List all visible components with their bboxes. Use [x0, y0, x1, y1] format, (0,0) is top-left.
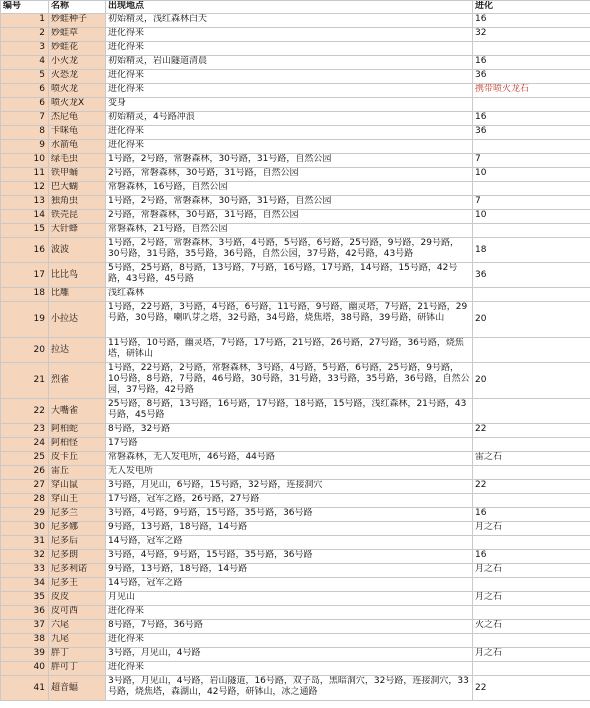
table-row [1, 606, 590, 620]
cell-name: 小火龙 [49, 56, 106, 70]
cell-location [106, 508, 473, 522]
cell-num: 25 [1, 452, 49, 466]
table-row [1, 168, 590, 182]
cell-num: 17 [1, 263, 49, 288]
cell-evolve: 16 [473, 14, 590, 28]
location-text: 进化得来 [108, 28, 145, 38]
table-row [1, 480, 590, 494]
cell-evolve [473, 42, 590, 56]
cell-name: 大嘴雀 [49, 399, 106, 424]
table-row [1, 84, 590, 98]
cell-name: 卡咪龟 [49, 126, 106, 140]
cell-evolve [473, 494, 590, 508]
cell-location [106, 399, 473, 424]
cell-name: 铁甲蛹 [49, 168, 106, 182]
cell-evolve: 月之石 [473, 648, 590, 662]
cell-evolve: 10 [473, 168, 590, 182]
cell-location [106, 42, 473, 56]
cell-location [106, 302, 473, 338]
table-row [1, 578, 590, 592]
cell-evolve [473, 438, 590, 452]
location-text: 3号路，月见山，4号路，岩山隧道，16号路，双子岛，黑暗洞穴，32号路，连接洞穴，33号路，烧焦塔，森湖山，42号路，研钵山，冰之通路 [108, 676, 469, 697]
table-row [1, 399, 590, 424]
cell-location [106, 522, 473, 536]
cell-num: 26 [1, 466, 49, 480]
cell-name: 皮皮 [49, 592, 106, 606]
cell-evolve: 18 [473, 238, 590, 263]
cell-location [106, 126, 473, 140]
table-row [1, 662, 590, 676]
cell-name: 喷火龙X [49, 98, 106, 112]
table-row [1, 634, 590, 648]
cell-location [106, 438, 473, 452]
location-text: 进化得来 [108, 70, 145, 80]
cell-evolve [473, 536, 590, 550]
cell-num: 2 [1, 28, 49, 42]
cell-evolve: 22 [473, 480, 590, 494]
cell-num: 10 [1, 154, 49, 168]
table-row [1, 140, 590, 154]
cell-name: 九尾 [49, 634, 106, 648]
location-text: 进化得来 [108, 126, 145, 136]
location-text: 月见山 [108, 592, 136, 602]
cell-location [106, 154, 473, 168]
cell-evolve: 16 [473, 56, 590, 70]
table-row [1, 56, 590, 70]
table-row [1, 522, 590, 536]
table-row [1, 14, 590, 28]
table-row [1, 536, 590, 550]
cell-num: 19 [1, 302, 49, 338]
cell-name: 皮卡丘 [49, 452, 106, 466]
cell-name: 胖可丁 [49, 662, 106, 676]
cell-name: 水箭龟 [49, 140, 106, 154]
table-row [1, 452, 590, 466]
cell-evolve [473, 182, 590, 196]
cell-num: 8 [1, 126, 49, 140]
cell-location [106, 238, 473, 263]
location-text: 无人发电所 [108, 466, 154, 476]
cell-name: 阿柏蛇 [49, 424, 106, 438]
location-text: 3号路，4号路，9号路，15号路，35号路，36号路 [108, 508, 313, 518]
header-evolve: 进化 [473, 1, 590, 14]
cell-location [106, 84, 473, 98]
cell-num: 22 [1, 399, 49, 424]
location-text: 11号路，10号路，幽灵塔，7号路，17号路，21号路，26号路，27号路，36号路，烧焦塔，研钵山 [108, 338, 464, 359]
cell-num: 16 [1, 238, 49, 263]
header-row [1, 1, 590, 14]
table-row [1, 224, 590, 238]
cell-evolve: 36 [473, 263, 590, 288]
cell-num: 35 [1, 592, 49, 606]
location-text: 常磐森林，无人发电所，46号路，44号路 [108, 452, 275, 462]
table-row [1, 126, 590, 140]
cell-name: 比雕 [49, 288, 106, 302]
table-row [1, 508, 590, 522]
table-row [1, 363, 590, 399]
table-row [1, 494, 590, 508]
header-num: 编号 [1, 1, 49, 14]
table-row [1, 70, 590, 84]
cell-name: 阿柏怪 [49, 438, 106, 452]
cell-evolve [473, 466, 590, 480]
cell-num: 5 [1, 70, 49, 84]
cell-evolve [473, 606, 590, 620]
cell-num: 27 [1, 480, 49, 494]
table-row [1, 676, 590, 701]
cell-name: 火恐龙 [49, 70, 106, 84]
cell-location [106, 14, 473, 28]
location-text: 1号路，2号路，常磐森林，3号路，4号路，5号路，6号路，25号路，9号路，29号路，30号路，31号路，35号路，36号路，自然公园，37号路，42号路，43号路 [108, 238, 459, 259]
cell-evolve: 月之石 [473, 592, 590, 606]
table-row [1, 210, 590, 224]
cell-evolve: 月之石 [473, 564, 590, 578]
cell-location [106, 168, 473, 182]
cell-location [106, 56, 473, 70]
cell-evolve: 16 [473, 550, 590, 564]
location-text: 初始精灵，岩山隧道清晨 [108, 56, 208, 66]
cell-evolve: 22 [473, 424, 590, 438]
cell-location [106, 288, 473, 302]
cell-location [106, 196, 473, 210]
location-text: 25号路，8号路，13号路，16号路，17号路，18号路，15号路，浅红森林，21号路，43号路，45号路 [108, 399, 467, 420]
cell-num: 12 [1, 182, 49, 196]
cell-num: 6 [1, 98, 49, 112]
cell-evolve: 16 [473, 508, 590, 522]
header-location: 出现地点 [106, 1, 473, 14]
cell-location [106, 112, 473, 126]
cell-num: 20 [1, 338, 49, 363]
cell-num: 40 [1, 662, 49, 676]
cell-location [106, 424, 473, 438]
cell-name: 六尾 [49, 620, 106, 634]
location-text: 浅红森林 [108, 288, 145, 298]
table-row [1, 438, 590, 452]
table-row [1, 288, 590, 302]
cell-evolve [473, 140, 590, 154]
cell-num: 18 [1, 288, 49, 302]
location-text: 初始精灵，浅红森林白天 [108, 14, 208, 24]
cell-location [106, 564, 473, 578]
location-text: 8号路，32号路 [108, 424, 171, 434]
cell-name: 杰尼龟 [49, 112, 106, 126]
cell-name: 超音蝠 [49, 676, 106, 701]
location-text: 17号路，冠军之路，26号路，27号路 [108, 494, 260, 504]
cell-name: 穿山鼠 [49, 480, 106, 494]
table-row [1, 338, 590, 363]
cell-name: 拉达 [49, 338, 106, 363]
location-text: 进化得来 [108, 140, 145, 150]
cell-num: 30 [1, 522, 49, 536]
cell-location [106, 662, 473, 676]
table-row [1, 154, 590, 168]
table-row [1, 466, 590, 480]
cell-location [106, 634, 473, 648]
table-row [1, 424, 590, 438]
cell-location [106, 676, 473, 701]
location-text: 常磐森林，21号路，自然公园 [108, 224, 228, 234]
location-text: 1号路，2号路，常磐森林，30号路，31号路，自然公园 [108, 154, 332, 164]
location-text: 3号路，月见山，6号路，15号路，32号路，连接洞穴 [108, 480, 323, 490]
cell-name: 小拉达 [49, 302, 106, 338]
cell-location [106, 550, 473, 564]
cell-location [106, 224, 473, 238]
header-name: 名称 [49, 1, 106, 14]
cell-num: 15 [1, 224, 49, 238]
cell-evolve: 36 [473, 70, 590, 84]
cell-num: 21 [1, 363, 49, 399]
cell-num: 41 [1, 676, 49, 701]
cell-name: 妙蛙花 [49, 42, 106, 56]
cell-evolve [473, 224, 590, 238]
cell-name: 大针蜂 [49, 224, 106, 238]
cell-location [106, 182, 473, 196]
location-text: 5号路，25号路，8号路，13号路，7号路，16号路，17号路，14号路，15号路，42号路，43号路，45号路 [108, 263, 458, 284]
cell-location [106, 263, 473, 288]
location-text: 3号路，月见山，4号路 [108, 648, 201, 658]
cell-name: 铁壳昆 [49, 210, 106, 224]
cell-num: 3 [1, 42, 49, 56]
cell-name: 巴大蝴 [49, 182, 106, 196]
cell-location [106, 338, 473, 363]
cell-location [106, 70, 473, 84]
table-row [1, 592, 590, 606]
cell-location [106, 140, 473, 154]
cell-name: 独角虫 [49, 196, 106, 210]
cell-num: 31 [1, 536, 49, 550]
location-text: 2号路，常磐森林，30号路，31号路，自然公园 [108, 168, 299, 178]
cell-location [106, 28, 473, 42]
cell-num: 28 [1, 494, 49, 508]
cell-num: 7 [1, 112, 49, 126]
cell-evolve [473, 399, 590, 424]
cell-location [106, 592, 473, 606]
cell-name: 尼多娜 [49, 522, 106, 536]
cell-num: 38 [1, 634, 49, 648]
cell-location [106, 536, 473, 550]
location-text: 1号路，22号路，2号路，常磐森林，3号路，4号路，5号路，6号路，25号路，9号路，10号路，8号路，7号路，46号路，30号路，31号路，33号路，35号路，36号路，自然公园，37号路，42号路 [108, 363, 470, 395]
location-text: 1号路，22号路，3号路，4号路，6号路，11号路，9号路，幽灵塔，7号路，21号路，29号路，30号路，喇叭芽之塔，32号路，34号路，烧焦塔，38号路，39号路，研钵山 [108, 302, 468, 323]
cell-name: 尼多利诺 [49, 564, 106, 578]
table-row [1, 564, 590, 578]
cell-name: 穿山王 [49, 494, 106, 508]
cell-evolve: 36 [473, 126, 590, 140]
table-row [1, 28, 590, 42]
location-text: 进化得来 [108, 84, 145, 94]
table-row [1, 550, 590, 564]
location-text: 2号路，常磐森林，30号路，31号路，自然公园 [108, 210, 299, 220]
cell-num: 29 [1, 508, 49, 522]
location-text: 初始精灵，4号路冲浪 [108, 112, 195, 122]
location-text: 进化得来 [108, 662, 145, 672]
cell-location [106, 648, 473, 662]
cell-name: 皮可西 [49, 606, 106, 620]
cell-num: 1 [1, 14, 49, 28]
cell-evolve: 20 [473, 363, 590, 399]
table-row [1, 42, 590, 56]
cell-location [106, 210, 473, 224]
cell-name: 尼多朗 [49, 550, 106, 564]
cell-location [106, 452, 473, 466]
cell-name: 波波 [49, 238, 106, 263]
cell-num: 24 [1, 438, 49, 452]
cell-num: 6 [1, 84, 49, 98]
location-text: 9号路，13号路，18号路，14号路 [108, 522, 248, 532]
cell-num: 11 [1, 168, 49, 182]
cell-name: 妙蛙草 [49, 28, 106, 42]
table-row [1, 302, 590, 338]
location-text: 9号路，13号路，18号路，14号路 [108, 564, 248, 574]
cell-evolve [473, 578, 590, 592]
cell-num: 13 [1, 196, 49, 210]
location-text: 17号路 [108, 438, 138, 448]
cell-num: 9 [1, 140, 49, 154]
cell-num: 36 [1, 606, 49, 620]
cell-name: 喷火龙 [49, 84, 106, 98]
cell-evolve: 火之石 [473, 620, 590, 634]
cell-evolve [473, 634, 590, 648]
cell-name: 烈雀 [49, 363, 106, 399]
cell-location [106, 494, 473, 508]
cell-evolve: 7 [473, 154, 590, 168]
cell-location [106, 363, 473, 399]
location-text: 进化得来 [108, 634, 145, 644]
cell-evolve [473, 662, 590, 676]
location-text: 14号路，冠军之路 [108, 536, 183, 546]
cell-evolve: 雷之石 [473, 452, 590, 466]
location-text: 3号路，4号路，9号路，15号路，35号路，36号路 [108, 550, 313, 560]
cell-evolve: 20 [473, 302, 590, 338]
cell-evolve: 月之石 [473, 522, 590, 536]
cell-evolve: 22 [473, 676, 590, 701]
table-row [1, 196, 590, 210]
cell-location [106, 98, 473, 112]
cell-evolve: 携带喷火龙石 [473, 84, 590, 98]
table-row [1, 238, 590, 263]
cell-num: 34 [1, 578, 49, 592]
location-text: 常磐森林，16号路，自然公园 [108, 182, 228, 192]
table-row [1, 112, 590, 126]
cell-num: 4 [1, 56, 49, 70]
cell-evolve: 16 [473, 112, 590, 126]
table-row [1, 182, 590, 196]
cell-location [106, 620, 473, 634]
cell-evolve: 7 [473, 196, 590, 210]
cell-name: 比比鸟 [49, 263, 106, 288]
cell-location [106, 606, 473, 620]
table-row [1, 263, 590, 288]
cell-num: 32 [1, 550, 49, 564]
cell-name: 尼多后 [49, 536, 106, 550]
cell-num: 39 [1, 648, 49, 662]
cell-num: 37 [1, 620, 49, 634]
cell-num: 33 [1, 564, 49, 578]
cell-name: 绿毛虫 [49, 154, 106, 168]
location-text: 1号路，2号路，常磐森林，30号路，31号路，自然公园 [108, 196, 332, 206]
location-text: 14号路，冠军之路 [108, 578, 183, 588]
table-row [1, 648, 590, 662]
cell-name: 妙蛙种子 [49, 14, 106, 28]
cell-evolve [473, 288, 590, 302]
cell-location [106, 466, 473, 480]
location-text: 变身 [108, 98, 127, 108]
table-row [1, 620, 590, 634]
cell-num: 14 [1, 210, 49, 224]
cell-location [106, 578, 473, 592]
cell-evolve: 10 [473, 210, 590, 224]
cell-evolve: 32 [473, 28, 590, 42]
cell-num: 23 [1, 424, 49, 438]
table-row [1, 98, 590, 112]
location-text: 进化得来 [108, 606, 145, 616]
cell-name: 雷丘 [49, 466, 106, 480]
cell-evolve [473, 338, 590, 363]
cell-location [106, 480, 473, 494]
cell-evolve [473, 98, 590, 112]
cell-name: 胖丁 [49, 648, 106, 662]
location-text: 8号路，7号路，36号路 [108, 620, 203, 630]
cell-name: 尼多王 [49, 578, 106, 592]
cell-name: 尼多兰 [49, 508, 106, 522]
location-text: 进化得来 [108, 42, 145, 52]
